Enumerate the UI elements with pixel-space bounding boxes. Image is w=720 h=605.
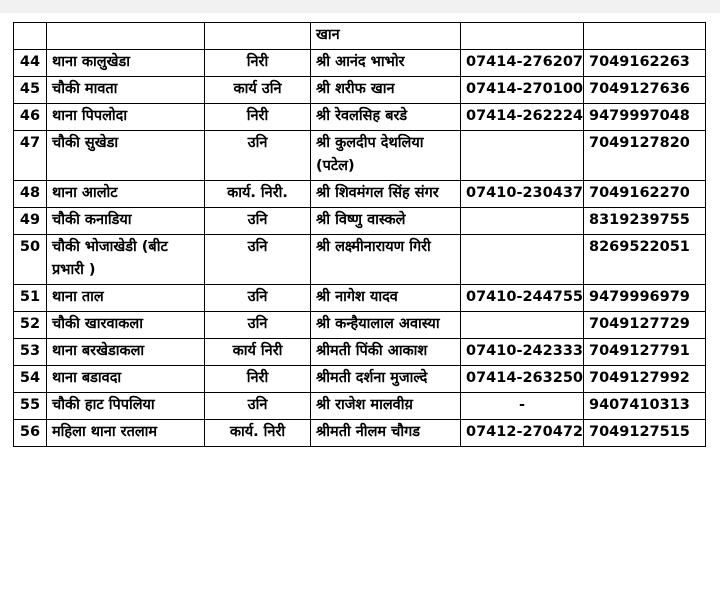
table-row [14,366,706,393]
rank-cell: उनि [205,312,311,339]
mobile-cell: 9407410313 [584,393,706,420]
serial-cell: 46 [14,104,47,131]
rank-cell: कार्य. निरी [205,420,311,447]
officer-cell: श्री रेवलसिह बरडे [311,104,461,131]
station-cell: चौकी हाट पिपलिया [47,393,205,420]
office-phone-cell: 07410-242333 [461,339,584,366]
officer-cell: श्री राजेश मालवीय़ [311,393,461,420]
table-row [14,208,706,235]
table-row [14,50,706,77]
mobile-cell: 8319239755 [584,208,706,235]
office-phone-cell [461,131,584,181]
mobile-cell: 7049127729 [584,312,706,339]
officer-cell: श्रीमती नीलम चौगड [311,420,461,447]
officer-cell: श्री लक्ष्मीनारायण गिरी [311,235,461,285]
mobile-cell [584,23,706,50]
station-cell: थाना बडावदा [47,366,205,393]
office-phone-cell [461,23,584,50]
table-row [14,77,706,104]
contact-table [13,22,706,447]
officer-cell: श्री कुलदीप देथलिया (पटेल) [311,131,461,181]
serial-cell: 54 [14,366,47,393]
table-row [14,285,706,312]
mobile-cell: 9479997048 [584,104,706,131]
table-row [14,420,706,447]
table-row [14,104,706,131]
serial-cell: 49 [14,208,47,235]
mobile-cell: 9479996979 [584,285,706,312]
mobile-cell: 8269522051 [584,235,706,285]
station-cell: थाना आलोट [47,181,205,208]
office-phone-cell: 07414-276207 [461,50,584,77]
station-cell: महिला थाना रतलाम [47,420,205,447]
rank-cell: कार्य उनि [205,77,311,104]
rank-cell: उनि [205,131,311,181]
table-row [14,235,706,285]
mobile-cell: 7049127791 [584,339,706,366]
table-row [14,339,706,366]
station-cell: चौकी भोजाखेडी (बीट प्रभारी ) [47,235,205,285]
serial-cell [14,23,47,50]
rank-cell: निरी [205,366,311,393]
serial-cell: 52 [14,312,47,339]
station-cell [47,23,205,50]
table-row-continuation [14,23,706,50]
rank-cell: उनि [205,393,311,420]
officer-cell: श्री नागेश यादव [311,285,461,312]
table-row [14,312,706,339]
rank-cell: उनि [205,235,311,285]
rank-cell: उनि [205,285,311,312]
station-cell: थाना ताल [47,285,205,312]
rank-cell: कार्य. निरी. [205,181,311,208]
station-cell: थाना बरखेडाकला [47,339,205,366]
officer-cell: श्री विष्णु वास्कले [311,208,461,235]
serial-cell: 50 [14,235,47,285]
station-cell: थाना कालुखेडा [47,50,205,77]
station-cell: थाना पिपलोदा [47,104,205,131]
rank-cell [205,23,311,50]
officer-cell: श्रीमती दर्शना मुजाल्दे [311,366,461,393]
mobile-cell: 7049162270 [584,181,706,208]
station-cell: चौकी सुखेडा [47,131,205,181]
office-phone-cell: 07412-270472 [461,420,584,447]
officer-cell: श्री शिवमंगल सिंह संगर [311,181,461,208]
top-strip [0,0,720,13]
mobile-cell: 7049162263 [584,50,706,77]
table-row [14,181,706,208]
serial-cell: 51 [14,285,47,312]
officer-cell: श्री कन्हैयालाल अवास्या [311,312,461,339]
station-cell: चौकी खारवाकला [47,312,205,339]
serial-cell: 45 [14,77,47,104]
station-cell: चौकी कनाडिया [47,208,205,235]
office-phone-cell: 07414-270100 [461,77,584,104]
table-row [14,393,706,420]
office-phone-cell: 07414-262224 [461,104,584,131]
officer-cell: श्री आनंद भाभोर [311,50,461,77]
serial-cell: 47 [14,131,47,181]
officer-cell: श्रीमती पिंकी आकाश [311,339,461,366]
mobile-cell: 7049127515 [584,420,706,447]
rank-cell: कार्य निरी [205,339,311,366]
serial-cell: 48 [14,181,47,208]
mobile-cell: 7049127992 [584,366,706,393]
rank-cell: निरी [205,50,311,77]
officer-cell: श्री शरीफ खान [311,77,461,104]
serial-cell: 56 [14,420,47,447]
serial-cell: 44 [14,50,47,77]
mobile-cell: 7049127636 [584,77,706,104]
table-row [14,131,706,181]
office-phone-cell [461,208,584,235]
serial-cell: 53 [14,339,47,366]
rank-cell: निरी [205,104,311,131]
serial-cell: 55 [14,393,47,420]
rank-cell: उनि [205,208,311,235]
officer-cell: खान [311,23,461,50]
office-phone-cell: 07410-244755 [461,285,584,312]
office-phone-cell: - [461,393,584,420]
office-phone-cell [461,312,584,339]
office-phone-cell [461,235,584,285]
mobile-cell: 7049127820 [584,131,706,181]
office-phone-cell: 07414-263250 [461,366,584,393]
office-phone-cell: 07410-230437 [461,181,584,208]
station-cell: चौकी मावता [47,77,205,104]
